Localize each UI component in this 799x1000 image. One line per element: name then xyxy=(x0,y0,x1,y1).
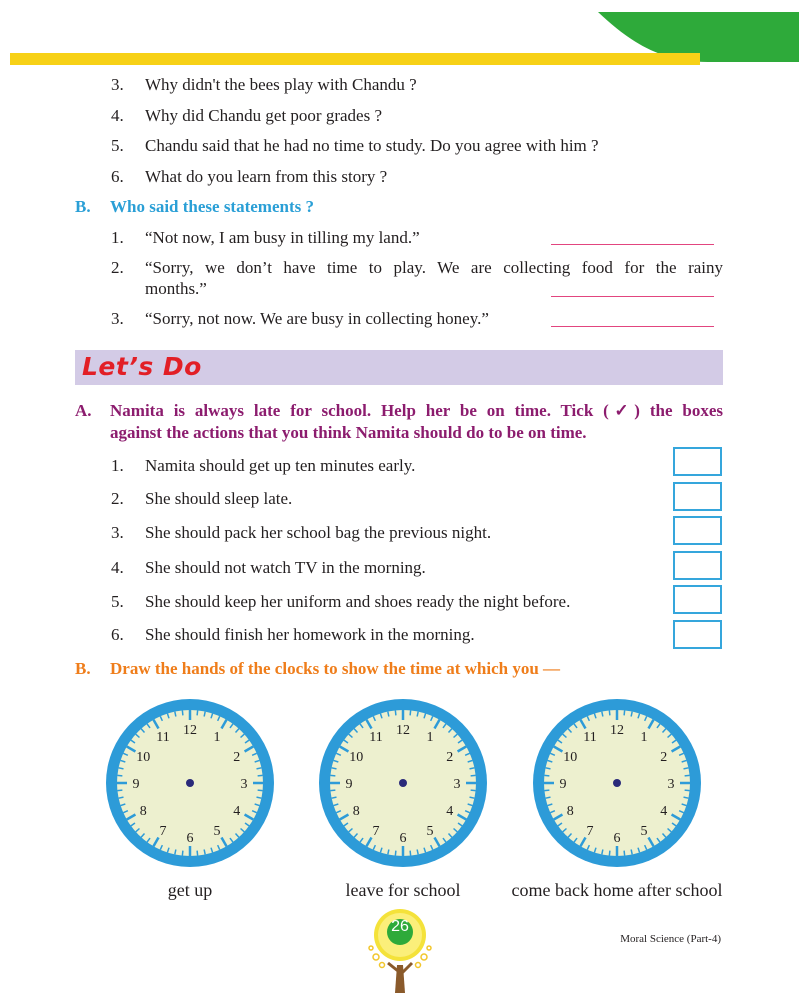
minute-tick xyxy=(602,712,603,717)
statement-text-continued: months.” xyxy=(145,279,207,298)
action-number: 5. xyxy=(111,592,124,611)
tick-box[interactable] xyxy=(673,585,722,614)
page-number: 26 xyxy=(391,918,409,935)
minute-tick xyxy=(330,790,335,791)
clock-number: 5 xyxy=(213,823,221,839)
answer-line[interactable] xyxy=(551,244,714,245)
minute-tick xyxy=(684,768,689,769)
clock-number: 3 xyxy=(240,777,248,792)
clock-label: come back home after school xyxy=(511,880,723,900)
action-text: She should not watch TV in the morning. xyxy=(145,558,426,577)
minute-tick xyxy=(257,768,262,769)
clock-number: 10 xyxy=(136,750,151,765)
minute-tick xyxy=(471,790,476,791)
minute-tick xyxy=(258,775,263,776)
statement-number: 2. xyxy=(111,258,124,277)
clock-number: 10 xyxy=(349,750,364,765)
activity-a-instruction-line2: against the actions that you think Namita should do to be on time. xyxy=(110,423,587,442)
minute-tick xyxy=(388,850,389,855)
clock-number: 12 xyxy=(610,723,624,738)
action-text: She should finish her homework in the morning. xyxy=(145,625,475,644)
activity-a-instruction-line1: Namita is always late for school. Help her be on time. Tick (✓) the boxes xyxy=(110,401,723,420)
minute-tick xyxy=(388,712,389,717)
question-number: 3. xyxy=(111,75,124,94)
clock-face-get-up[interactable] xyxy=(104,697,276,869)
question-text: Why did Chandu get poor grades ? xyxy=(145,106,382,125)
clock-number: 11 xyxy=(156,730,170,746)
minute-tick xyxy=(631,712,632,717)
clock-number: 8 xyxy=(352,804,360,819)
tick-box[interactable] xyxy=(673,551,722,580)
minute-tick xyxy=(546,797,551,798)
clock-number: 8 xyxy=(139,804,147,819)
minute-tick xyxy=(332,797,337,798)
statement-text: “Sorry, we don’t have time to play. We are collecting food for the rainy xyxy=(145,258,723,277)
clock-number: 4 xyxy=(233,804,241,819)
statement-number: 1. xyxy=(111,228,124,247)
minute-tick xyxy=(204,712,205,717)
clock-number: 12 xyxy=(183,723,197,738)
minute-tick xyxy=(119,768,124,769)
minute-tick xyxy=(544,775,549,776)
tick-box[interactable] xyxy=(673,516,722,545)
clock-number: 5 xyxy=(640,823,648,839)
action-text: She should sleep late. xyxy=(145,489,293,508)
action-number: 4. xyxy=(111,558,124,577)
minute-tick xyxy=(197,710,198,715)
minute-tick xyxy=(471,775,476,776)
clock-number: 9 xyxy=(345,777,353,792)
minute-tick xyxy=(685,775,690,776)
minute-tick xyxy=(182,851,183,856)
clock-number: 9 xyxy=(132,777,140,792)
clock-number: 1 xyxy=(213,730,221,746)
clock-center xyxy=(399,779,407,787)
book-title: Moral Science (Part-4) xyxy=(620,933,721,945)
section-b-title: Who said these statements ? xyxy=(110,197,314,216)
tick-box[interactable] xyxy=(673,447,722,476)
minute-tick xyxy=(330,775,335,776)
clock-number: 2 xyxy=(233,750,241,765)
clock-number: 6 xyxy=(613,831,621,846)
action-text: Namita should get up ten minutes early. xyxy=(145,456,416,475)
action-text: She should keep her uniform and shoes ready the night before. xyxy=(145,592,571,611)
clock-number: 4 xyxy=(446,804,454,819)
minute-tick xyxy=(197,851,198,856)
minute-tick xyxy=(410,851,411,856)
activity-b-instruction: Draw the hands of the clocks to show the time at which you — xyxy=(110,659,561,678)
question-number: 5. xyxy=(111,136,124,155)
minute-tick xyxy=(417,850,418,855)
answer-line[interactable] xyxy=(551,326,714,327)
activity-b-letter: B. xyxy=(75,659,91,678)
minute-tick xyxy=(685,790,690,791)
clock-center xyxy=(186,779,194,787)
minute-tick xyxy=(602,850,603,855)
question-number: 4. xyxy=(111,106,124,125)
action-number: 2. xyxy=(111,489,124,508)
clock-number: 2 xyxy=(660,750,668,765)
clock-number: 6 xyxy=(186,831,194,846)
question-text: Why didn't the bees play with Chandu ? xyxy=(145,75,417,94)
minute-tick xyxy=(609,851,610,856)
clock-number: 3 xyxy=(667,777,675,792)
minute-tick xyxy=(117,775,122,776)
question-number: 6. xyxy=(111,167,124,186)
statement-number: 3. xyxy=(111,309,124,328)
clock-number: 2 xyxy=(446,750,454,765)
minute-tick xyxy=(544,790,549,791)
minute-tick xyxy=(609,710,610,715)
question-text: Chandu said that he had no time to study. Do you agree with him ? xyxy=(145,136,599,155)
clock-label: leave for school xyxy=(345,880,461,900)
clock-number: 11 xyxy=(583,730,597,746)
minute-tick xyxy=(624,851,625,856)
minute-tick xyxy=(257,797,262,798)
clock-number: 7 xyxy=(372,823,380,839)
clock-number: 8 xyxy=(566,804,574,819)
clock-label: get up xyxy=(167,880,213,900)
action-number: 6. xyxy=(111,625,124,644)
minute-tick xyxy=(470,797,475,798)
action-text: She should pack her school bag the previous night. xyxy=(145,523,492,542)
tick-box[interactable] xyxy=(673,620,722,649)
minute-tick xyxy=(119,797,124,798)
clock-center xyxy=(613,779,621,787)
clock-number: 7 xyxy=(159,823,167,839)
minute-tick xyxy=(624,710,625,715)
clock-number: 3 xyxy=(453,777,461,792)
minute-tick xyxy=(175,712,176,717)
action-number: 3. xyxy=(111,523,124,542)
minute-tick xyxy=(417,712,418,717)
minute-tick xyxy=(631,850,632,855)
clock-number: 1 xyxy=(426,730,434,746)
minute-tick xyxy=(175,850,176,855)
clock-number: 5 xyxy=(426,823,434,839)
clock-face-come-back-home[interactable] xyxy=(531,697,703,869)
minute-tick xyxy=(117,790,122,791)
tick-box[interactable] xyxy=(673,482,722,511)
clock-face-leave-for-school[interactable] xyxy=(317,697,489,869)
minute-tick xyxy=(684,797,689,798)
question-text: What do you learn from this story ? xyxy=(145,167,388,186)
minute-tick xyxy=(395,851,396,856)
clock-number: 4 xyxy=(660,804,668,819)
clock-number: 12 xyxy=(396,723,410,738)
lets-do-title: Let’s Do xyxy=(82,352,202,381)
clock-number: 1 xyxy=(640,730,648,746)
clock-number: 10 xyxy=(563,750,578,765)
action-number: 1. xyxy=(111,456,124,475)
statement-text: “Sorry, not now. We are busy in collecting honey.” xyxy=(145,309,489,328)
clock-number: 6 xyxy=(399,831,407,846)
minute-tick xyxy=(546,768,551,769)
minute-tick xyxy=(182,710,183,715)
statement-text: “Not now, I am busy in tilling my land.” xyxy=(145,228,420,247)
section-b-letter: B. xyxy=(75,197,91,216)
minute-tick xyxy=(410,710,411,715)
minute-tick xyxy=(395,710,396,715)
clock-number: 11 xyxy=(369,730,383,746)
minute-tick xyxy=(332,768,337,769)
minute-tick xyxy=(258,790,263,791)
clock-number: 9 xyxy=(559,777,567,792)
minute-tick xyxy=(470,768,475,769)
header-yellow-bar xyxy=(10,53,700,65)
activity-a-letter: A. xyxy=(75,401,92,420)
clock-number: 7 xyxy=(586,823,594,839)
minute-tick xyxy=(204,850,205,855)
answer-line[interactable] xyxy=(551,296,714,297)
